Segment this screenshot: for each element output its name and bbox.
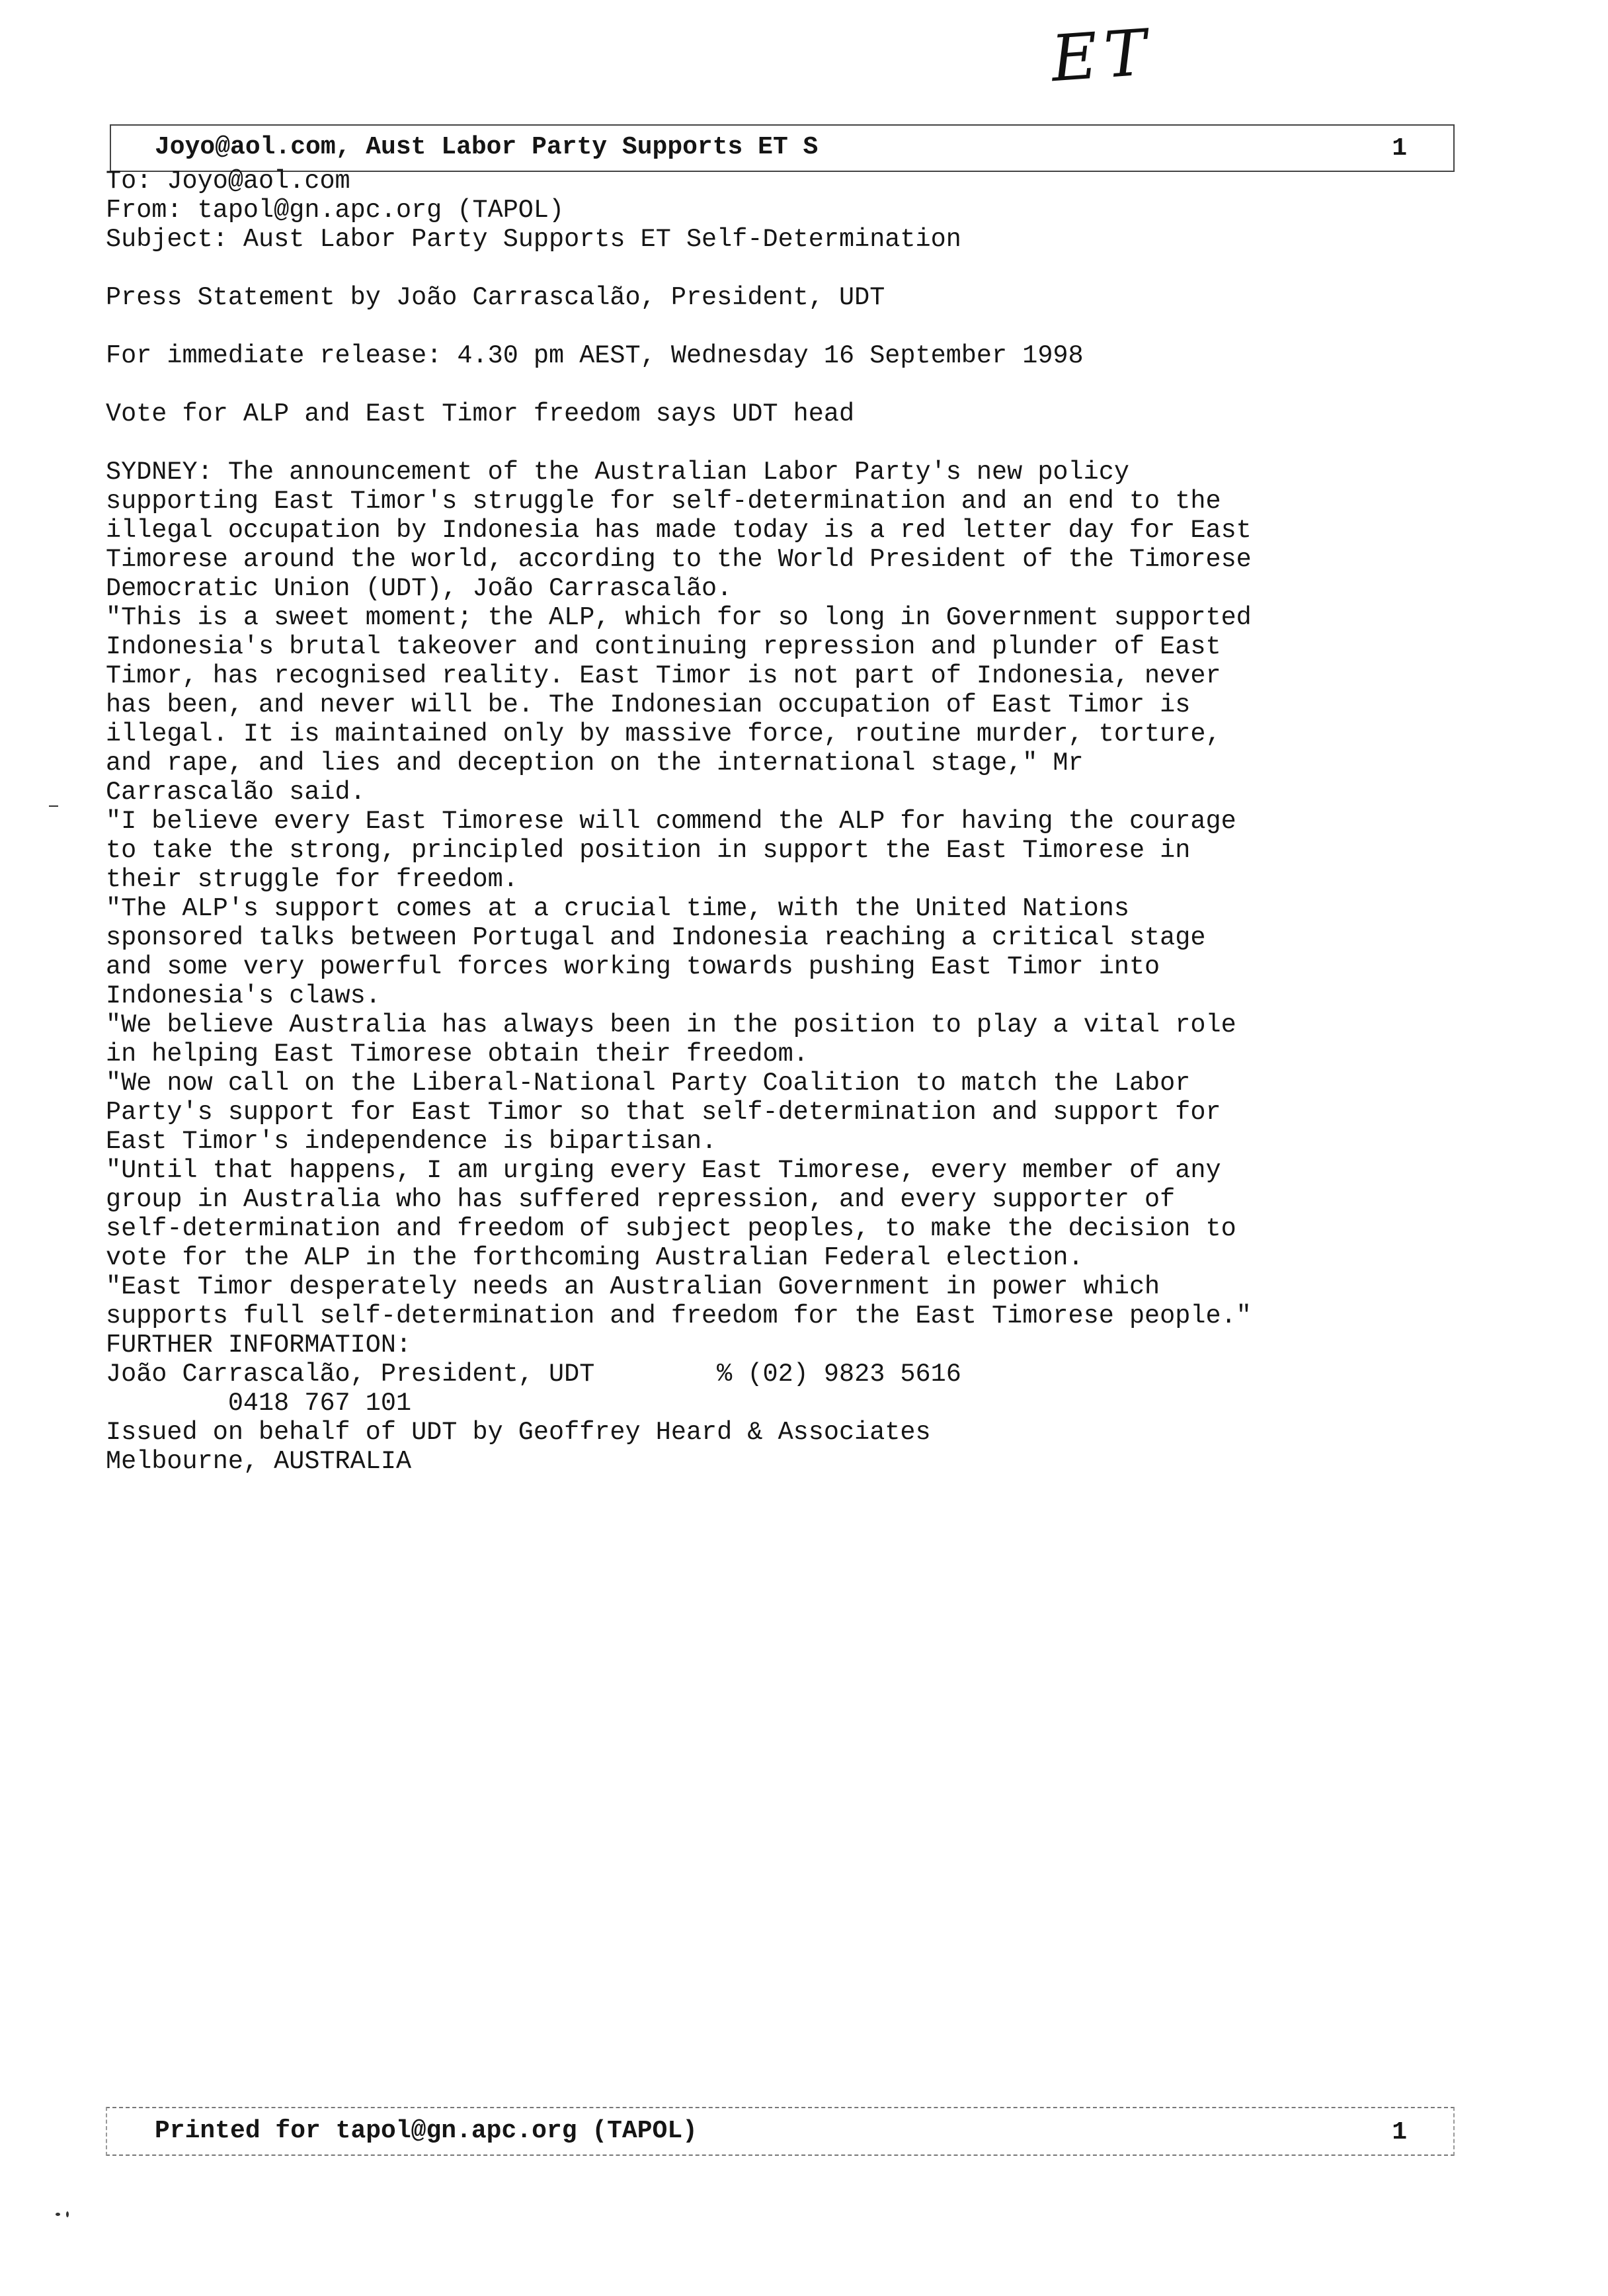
body-line: For immediate release: 4.30 pm AEST, Wednesday 16 September 1998 <box>106 341 1084 370</box>
scan-speck <box>56 2213 60 2216</box>
body-line: From: tapol@gn.apc.org (TAPOL) <box>106 196 565 225</box>
body-line: "The ALP's support comes at a crucial time, with the United Nations <box>106 894 1129 923</box>
body-line: supporting East Timor's struggle for self-determination and an end to the <box>106 487 1221 516</box>
blank-line <box>106 429 1494 458</box>
body-line: has been, and never will be. The Indonesian occupation of East Timor is <box>106 690 1191 719</box>
body-line: group in Australia who has suffered repression, and every supporter of <box>106 1185 1176 1214</box>
scan-speck <box>49 805 58 807</box>
body-line: Democratic Union (UDT), João Carrascalão. <box>106 574 733 603</box>
body-line: "East Timor desperately needs an Australian Government in power which <box>106 1272 1160 1301</box>
body-line: sponsored talks between Portugal and Indonesia reaching a critical stage <box>106 923 1206 952</box>
body-line: East Timor's independence is bipartisan. <box>106 1127 717 1156</box>
body-line: "We now call on the Liberal-National Party Coalition to match the Labor <box>106 1069 1191 1098</box>
print-footer-title: Printed for tapol@gn.apc.org (TAPOL) <box>155 2117 698 2145</box>
body-line: Press Statement by João Carrascalão, President, UDT <box>106 283 885 312</box>
body-line: FURTHER INFORMATION: <box>106 1331 412 1360</box>
body-line: Party's support for East Timor so that self-determination and support for <box>106 1098 1221 1127</box>
body-line: self-determination and freedom of subject peoples, to make the decision to <box>106 1214 1236 1243</box>
email-header-bar <box>110 124 1455 172</box>
body-line: "We believe Australia has always been in the position to play a vital role <box>106 1010 1236 1040</box>
handwritten-annotation: ET <box>1049 15 1156 97</box>
footer-page-number: 1 <box>1392 2118 1407 2147</box>
body-line: To: Joyo@aol.com <box>106 167 350 196</box>
body-line: Indonesia's claws. <box>106 981 381 1010</box>
body-line: illegal occupation by Indonesia has made today is a red letter day for East <box>106 516 1252 545</box>
body-line: and some very powerful forces working towards pushing East Timor into <box>106 952 1160 981</box>
email-body <box>106 167 1494 1476</box>
body-line: 0418 767 101 <box>106 1389 412 1418</box>
body-line: João Carrascalão, President, UDT % (02) 9823 5616 <box>106 1360 961 1389</box>
body-line: Subject: Aust Labor Party Supports ET Self-Determination <box>106 225 961 254</box>
body-line: to take the strong, principled position in support the East Timorese in <box>106 836 1191 865</box>
scan-speck <box>66 2211 69 2217</box>
header-page-number: 1 <box>1392 134 1407 163</box>
body-line: Timor, has recognised reality. East Timor is not part of Indonesia, never <box>106 661 1221 690</box>
body-line: Carrascalão said. <box>106 778 366 807</box>
email-header-title: Joyo@aol.com, Aust Labor Party Supports ET S <box>155 133 819 161</box>
blank-line <box>106 312 1494 341</box>
print-footer-bar <box>106 2107 1455 2156</box>
body-line: "Until that happens, I am urging every East Timorese, every member of any <box>106 1156 1221 1185</box>
body-line: illegal. It is maintained only by massive force, routine murder, torture, <box>106 719 1221 749</box>
body-line: their struggle for freedom. <box>106 865 518 894</box>
body-line: Timorese around the world, according to the World President of the Timorese <box>106 545 1252 574</box>
body-line: and rape, and lies and deception on the international stage," Mr <box>106 749 1084 778</box>
blank-line <box>106 370 1494 399</box>
body-line: Indonesia's brutal takeover and continuing repression and plunder of East <box>106 632 1221 661</box>
body-line: Melbourne, AUSTRALIA <box>106 1447 412 1476</box>
blank-line <box>106 254 1494 283</box>
body-line: Issued on behalf of UDT by Geoffrey Heard & Associates <box>106 1418 931 1447</box>
body-line: "This is a sweet moment; the ALP, which for so long in Government supported <box>106 603 1252 632</box>
body-line: SYDNEY: The announcement of the Australian Labor Party's new policy <box>106 458 1129 487</box>
body-line: "I believe every East Timorese will commend the ALP for having the courage <box>106 807 1236 836</box>
body-line: Vote for ALP and East Timor freedom says UDT head <box>106 399 855 429</box>
body-line: vote for the ALP in the forthcoming Australian Federal election. <box>106 1243 1084 1272</box>
body-line: supports full self-determination and freedom for the East Timorese people." <box>106 1301 1252 1331</box>
body-line: in helping East Timorese obtain their freedom. <box>106 1040 809 1069</box>
